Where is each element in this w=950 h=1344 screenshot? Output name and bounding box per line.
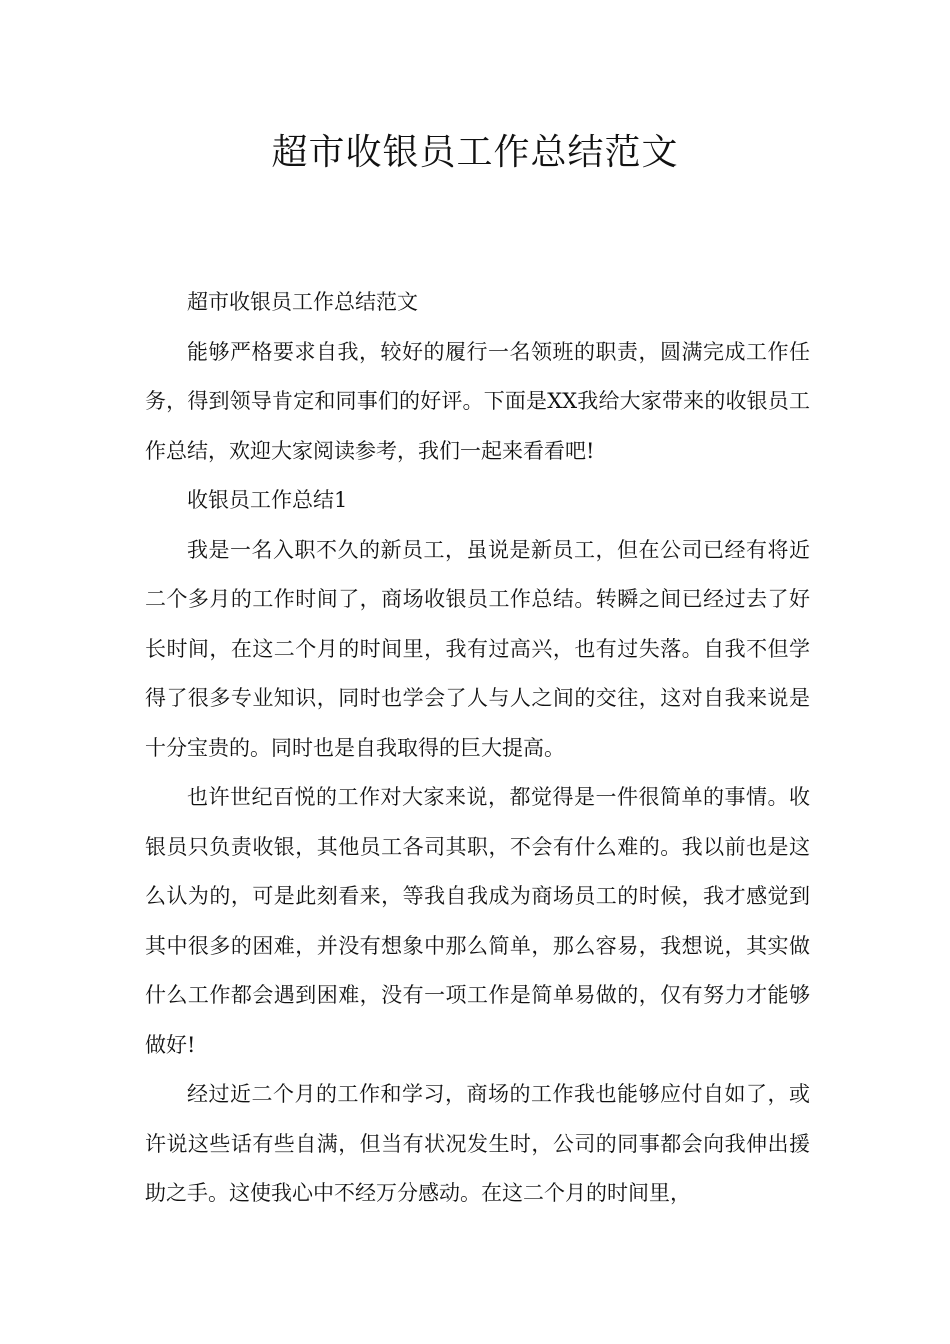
paragraph: 超市收银员工作总结范文 (187, 290, 418, 314)
document-title: 超市收银员工作总结范文 (271, 132, 679, 173)
document-body (145, 278, 810, 1219)
paragraph: 能够严格要求自我，较好的履行一名领班的职责，圆满完成工作任务，得到领导肯定和同事们的好评。下面是XX我给大家带来的收银员工作总结，欢迎大家阅读参考，我们一起来看看吧! (145, 339, 810, 463)
paragraph: 收银员工作总结1 (187, 488, 348, 512)
paragraph: 也许世纪百悦的工作对大家来说，都觉得是一件很简单的事情。收银员只负责收银，其他员工各司其职，不会有什么难的。我以前也是这么认为的，可是此刻看来，等我自我成为商场员工的时候，我才感觉到其中很多的困难，并没有想象中那么简单，那么容易，我想说，其实做什么工作都会遇到困难，没有一项工作是简单易做的，仅有努力才能够做好! (145, 785, 810, 1057)
paragraph: 我是一名入职不久的新员工，虽说是新员工，但在公司已经有将近二个多月的工作时间了，商场收银员工作总结。转瞬之间已经过去了好长时间，在这二个月的时间里，我有过高兴，也有过失落。自我不但学得了很多专业知识，同时也学会了人与人之间的交往，这对自我来说是十分宝贵的。同时也是自我取得的巨大提高。 (145, 537, 810, 760)
paragraph: 经过近二个月的工作和学习，商场的工作我也能够应付自如了，或许说这些话有些自满，但当有状况发生时，公司的同事都会向我伸出援助之手。这使我心中不经万分感动。在这二个月的时间里， (145, 1082, 810, 1205)
